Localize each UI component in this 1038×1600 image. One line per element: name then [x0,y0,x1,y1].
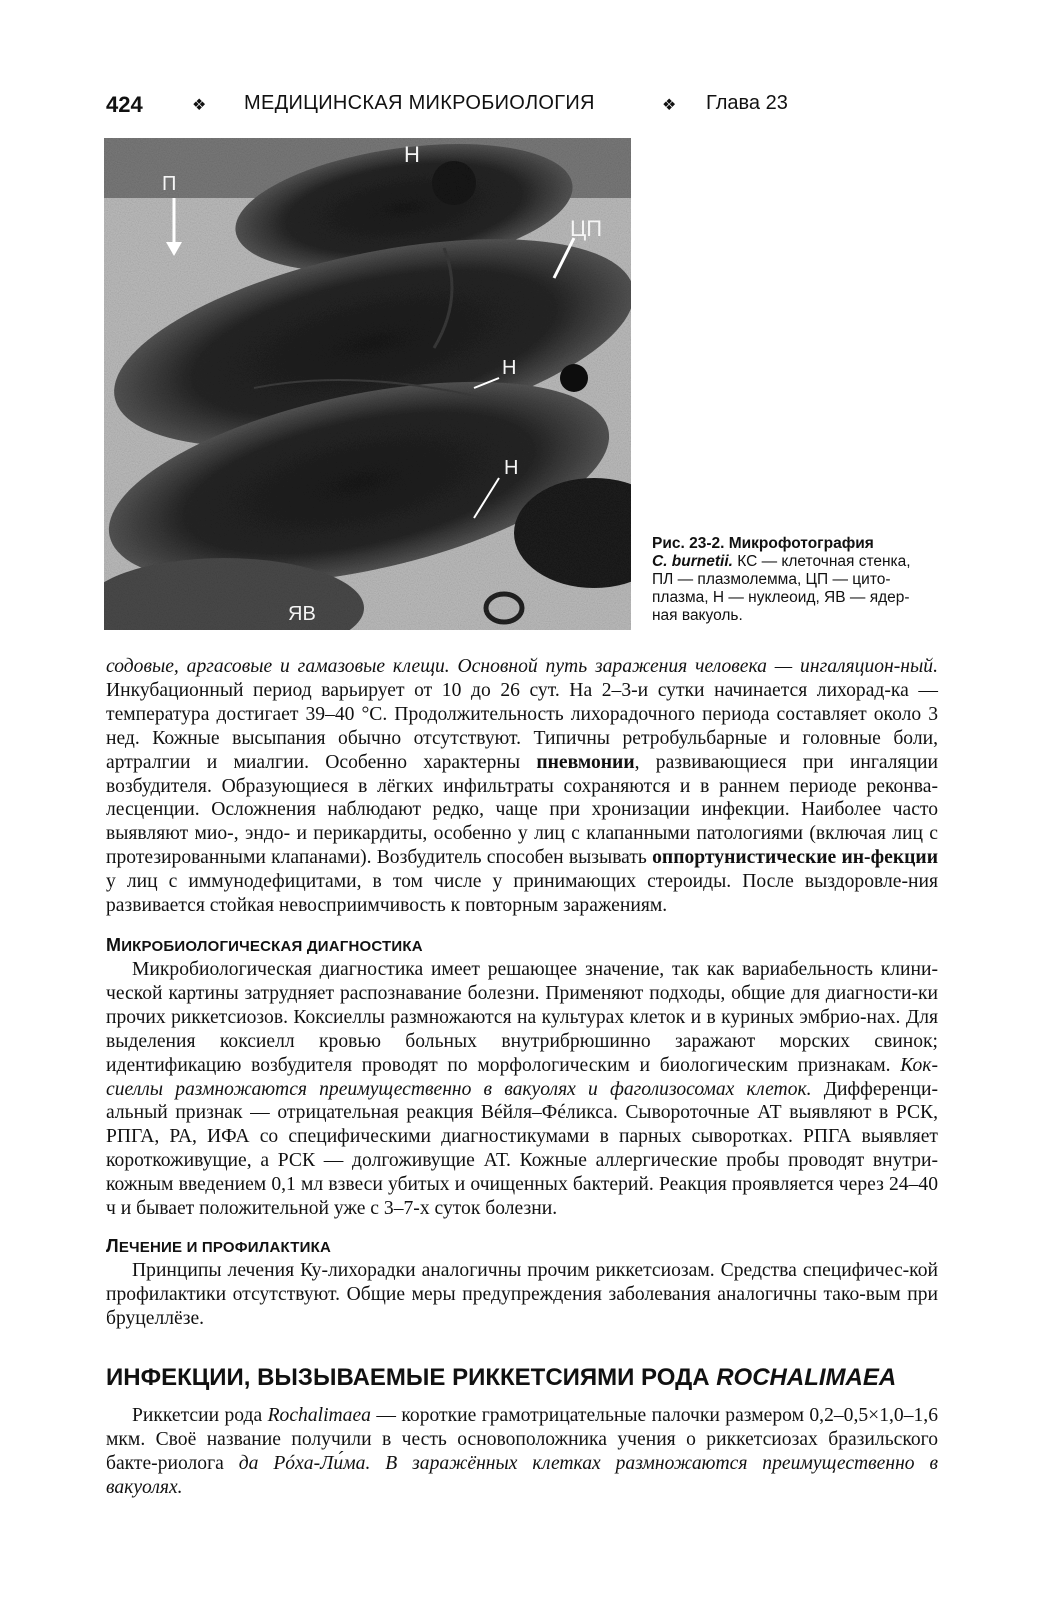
paragraph-treatment: Принципы лечения Ку-лихорадки аналогичны прочим риккетсиозам. Средства специфичес-кой профилактики отсутствуют. Общие меры предупреждения заболевания аналогичны тако-вым при бруцеллёзе. [106,1260,938,1329]
bold-term: оппортунистические ин-фекции [652,847,938,869]
paragraph-text: — короткие грамотрицательные палочки размером 0,2–0,5×1,0–1,6 мкм. Своё название получили в честь основоположника учения о риккетсиозах бразильского бакте-риолога [106,1405,938,1474]
caption-line: плазма, Н — нуклеоид, ЯВ — ядер- [652,589,910,606]
paragraph-text: Риккетсии рода [132,1405,268,1426]
caption-text: КС — клеточная стенка, [737,553,911,570]
chapter-label: Глава 23 [706,92,788,114]
label-nucleoid-middle: Н [502,357,517,379]
caption-title: Рис. 23-2. Микрофотография [652,535,874,552]
page-number: 424 [106,92,143,117]
label-cytoplasm: ЦП [570,216,603,241]
italic-name: да Póxa-Ли́ма. [238,1452,371,1474]
bold-term: пневмонии [536,751,635,773]
paragraph-text: Дифференци-альный признак — отрицательная реакция Вéйля–Фéликса. Сывороточные АТ выявляют в РСК, РПГА, РА, ИФА со специфическими диагностикумами в парных сыворотках. РПГА выявляет короткоживущие, а РСК — долгоживущие АТ. Кожные аллергические пробы проводят внутри-кожным введением 0,1 мл взвеси убитых и очищенных бактерий. Реакция проявляется через 24–40 ч и бывает положительной уже с 3–7-х суток болезни. [106,1078,938,1220]
caption-line [652,553,938,571]
paragraph-rochalimaea [106,1404,938,1500]
section-title-rochalimaea: ИНФЕКЦИИ, ВЫЗЫВАЕМЫЕ РИККЕТСИЯМИ РОДА ROCHALIMAEA [106,1364,897,1391]
caption-organism: C. burnetii. [652,553,733,570]
separator-icon: ❖ [192,97,207,114]
italic-text: содовые, аргасовые и гамазовые клещи. Основной путь заражения человека — ингаляцион-ный. [106,656,938,677]
paragraph-text: Микробиологическая диагностика имеет решающее значение, так как вариабельность клини-ческой картины затрудняет распознавание болезни. Применяют подходы, общие для диагности-ки прочих риккетсиозов. Коксиеллы размножаются на культурах клеток и в куриных эмбрио-нах. Для выделения коксиелл кровью больных внутрибрюшинно заражают морских свинок; идентификацию возбудителя проводят по морфологическим и биологическим признакам. [106,959,938,1076]
italic-text: Кок-сиеллы размножаются преимущественно в вакуолях и фаголизосомах клеток. [106,1054,938,1100]
label-nuclear-vacuole: ЯВ [288,603,316,625]
running-head [106,92,926,122]
paragraph-clinical [106,655,938,918]
italic-genus: Rochalimaea [267,1405,371,1426]
paragraph-diagnostics [106,958,938,1221]
italic-text: В заражённых клетках размножаются преимущественно в вакуолях. [106,1452,938,1498]
section-heading-diagnostics: МИКРОБИОЛОГИЧЕСКАЯ ДИАГНОСТИКА [106,935,423,955]
micrograph-image [104,138,631,630]
micrograph-figure [104,138,631,630]
paragraph-text: , развивающиеся при ингаляции возбудителя. Образующиеся в лёгких инфильтраты сохраняются и в раннем периоде реконва-лесценции. Осложнения наблюдают редко, чаще при хронизации инфекции. Наиболее часто выявляют мио-, эндо- и перикардиты, особенно у лиц с клапанными патологиями (включая лиц с протезированными клапанами). Возбудитель способен вызывать [106,751,938,869]
paragraph-text: у лиц с иммунодефицитами, в том числе у принимающих стероиды. После выздоровле-ния развивается стойкая невосприимчивость к повторным заражениям. [106,871,938,917]
label-nucleoid-top: Н [404,142,420,167]
separator-icon: ❖ [662,97,677,114]
caption-line: ПЛ — плазмолемма, ЦП — цито- [652,571,891,588]
section-heading-treatment: ЛЕЧЕНИЕ И ПРОФИЛАКТИКА [106,1236,331,1256]
paragraph-text: Инкубационный период варьирует от 10 до 26 сут. На 2–3-и сутки начинается лихорад-ка — температура достигает 39–40 °С. Продолжительность лихорадочного периода составляет около 3 нед. Кожные высыпания обычно отсутствуют. Типичны ретробульбарные и головные боли, артралгии и миалгии. Особенно характерны [106,679,938,773]
book-title: МЕДИЦИНСКАЯ МИКРОБИОЛОГИЯ [244,92,595,114]
figure-caption [652,535,938,625]
label-partial: П [162,173,177,195]
caption-line: ная вакуоль. [652,607,743,624]
label-nucleoid-lower: Н [504,457,519,479]
